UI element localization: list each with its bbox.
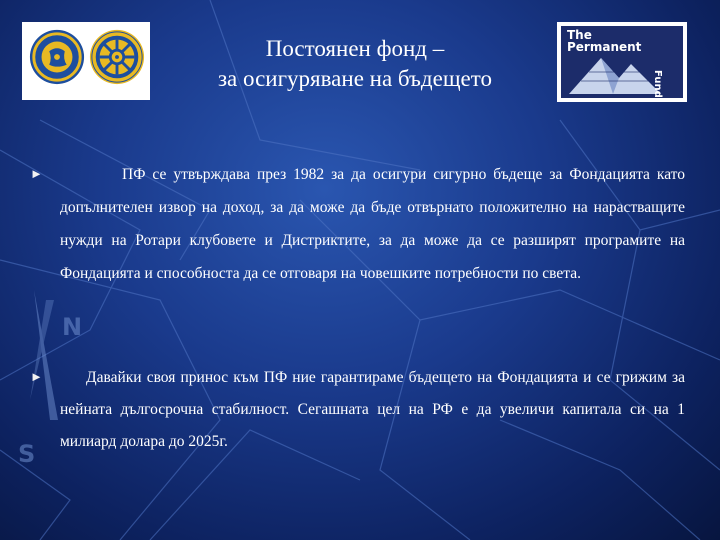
bullet-text-1: ПФ се утвърждава през 1982 за да осигури сигурно бъдеще за Фондацията като допълнителен извор на доход, за да може да бъде отвърнато положително на нарастващите нужди на Ротари клубовете и Дистриктите, за да може да се разширят програмите на Фондацията и способноста да се отговаря на човешките потребности по света.: [60, 166, 685, 282]
rotary-wheel-icon: [88, 28, 146, 86]
permanent-fund-logo-panel: [561, 26, 683, 98]
rotary-foundation-logo-icon: [28, 28, 86, 86]
slide-title-line2: за осигуряване на бъдещето: [217, 66, 493, 91]
bullet-marker-2: ►: [30, 369, 43, 384]
slide-title-line1: Постоянен фонд –: [265, 36, 445, 61]
bullet-marker-1: ►: [30, 166, 43, 181]
logo-the-text: The: [567, 28, 592, 42]
bullet-text-2: Давайки своя принос към ПФ ние гарантираме бъдещето на Фондацията и се грижим за нейната дългосрочна стабилност. Сегашната цел на РФ е да увеличи капитала си на 1 милиард долара до 2025г.: [60, 369, 685, 450]
svg-text:S: S: [18, 440, 36, 468]
logo-permanent-text: Permanent: [567, 40, 642, 54]
rotary-logos: [22, 22, 150, 100]
permanent-fund-logo: [557, 22, 687, 102]
logo-fund-text: Fund: [652, 70, 663, 98]
svg-text:N: N: [62, 313, 83, 341]
